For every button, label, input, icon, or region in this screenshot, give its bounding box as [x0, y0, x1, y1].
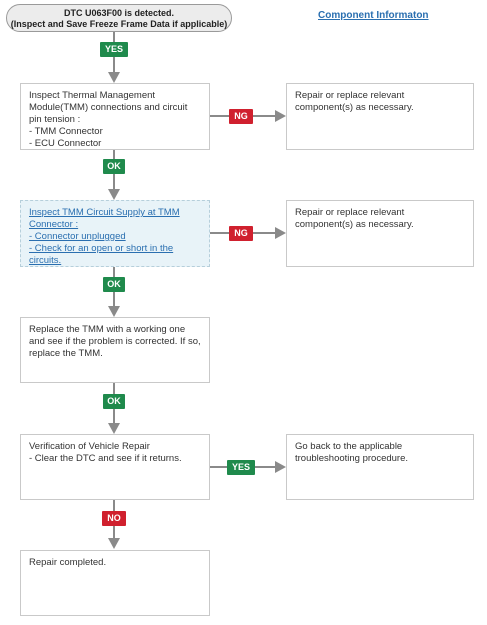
side-repair-box-1 [286, 83, 474, 150]
step-4-text: Verification of Vehicle Repair [29, 441, 150, 452]
yes-badge: YES [100, 42, 128, 57]
arrow-right-icon [275, 227, 286, 239]
step-2-item-link[interactable]: - Check for an open or short in the circuits. [29, 243, 174, 266]
side-box-3-text: Go back to the applicable troubleshooting procedure. [295, 441, 409, 464]
step-repair-completed [20, 550, 210, 616]
side-repair-box-2 [286, 200, 474, 267]
arrow-down-icon [108, 189, 120, 200]
arrow-down-icon [108, 538, 120, 549]
arrow-down-icon [108, 72, 120, 83]
start-node [6, 4, 232, 32]
step-2-link[interactable]: Inspect TMM Circuit Supply at TMM Connector : [29, 207, 180, 230]
ok-badge: OK [103, 277, 125, 292]
arrow-down-icon [108, 306, 120, 317]
step-inspect-tmm-circuit-supply[interactable] [20, 200, 210, 267]
arrow-right-icon [275, 110, 286, 122]
side-back-to-procedure-box [286, 434, 474, 500]
start-line-1: DTC U063F00 is detected. [63, 8, 175, 18]
step-1-item: - TMM Connector [29, 126, 103, 137]
step-2-item-link[interactable]: - Connector unplugged [29, 231, 126, 242]
ok-badge: OK [103, 159, 125, 174]
step-verification-of-vehicle-repair [20, 434, 210, 500]
ng-badge: NG [229, 109, 253, 124]
side-box-2-text: Repair or replace relevant component(s) as necessary. [295, 207, 414, 230]
arrow-down-icon [108, 423, 120, 434]
yes-badge: YES [227, 460, 255, 475]
side-box-1-text: Repair or replace relevant component(s) as necessary. [295, 90, 414, 113]
step-3-text: Replace the TMM with a working one and see if the problem is corrected. If so, replace the TMM. [29, 324, 201, 359]
step-inspect-tmm-connections [20, 83, 210, 150]
step-1-text: Inspect Thermal Management Module(TMM) connections and circuit pin tension : [29, 90, 188, 125]
step-4-item: - Clear the DTC and see if it returns. [29, 453, 182, 464]
step-replace-tmm [20, 317, 210, 383]
ng-badge: NG [229, 226, 253, 241]
component-information-link[interactable]: Component Informaton [318, 10, 429, 21]
arrow-right-icon [275, 461, 286, 473]
step-1-item: - ECU Connector [29, 138, 102, 149]
start-line-2: (Inspect and Save Freeze Frame Data if applicable) [10, 19, 228, 29]
ok-badge: OK [103, 394, 125, 409]
step-5-text: Repair completed. [29, 557, 107, 568]
no-badge: NO [102, 511, 126, 526]
